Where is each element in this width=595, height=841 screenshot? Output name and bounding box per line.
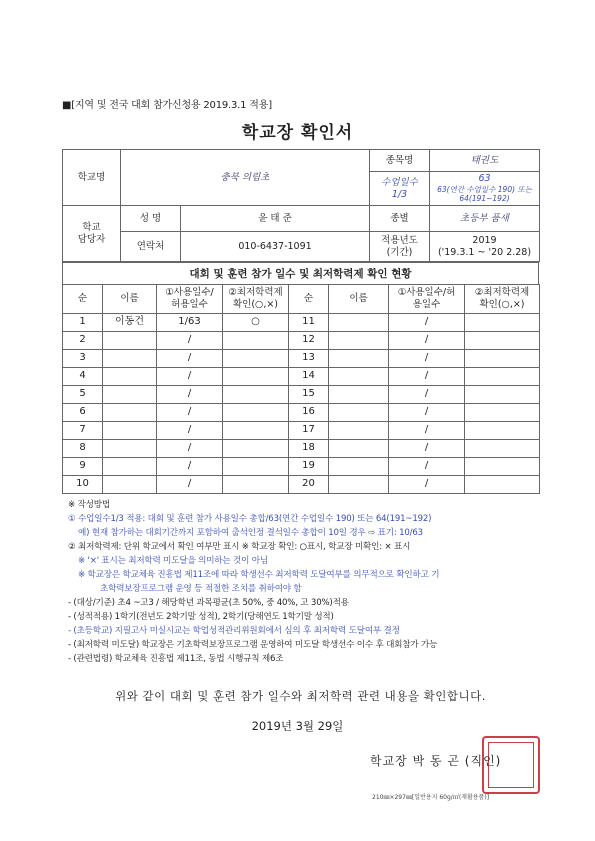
year-label [370,232,430,262]
col-no: 순 [63,285,103,314]
row-name-right [329,386,389,404]
note-line-5: - (대상/기준) 초4 ~고3 / 해당학년 과목평균(초 50%, 중 40%, 고 30%)적용 [68,598,349,608]
year-value-line2: ('19.3.1 ~ '20 2.28) [437,246,532,258]
note-line-8: - (최저학력 미도달) 학교장은 기초학력보장프로그램 운영하여 미도달 학생선수 이수 후 대회참가 가능 [68,640,438,650]
row-check [223,476,289,494]
row-no-right: 11 [289,314,329,332]
row-check-right [465,368,540,386]
days-value-line2: 63(연간 수업일수 190) 또는 64(191~192) [437,185,532,204]
row-days: / [157,386,223,404]
row-check-right [465,458,540,476]
row-check-right [465,350,540,368]
row-check-right [465,314,540,332]
row-check: ○ [223,314,289,332]
col-academic-right [465,285,540,314]
row-days-right: / [389,440,465,458]
year-value [430,232,540,262]
school-value: 충북 의림초 [121,150,370,206]
col-academic [223,285,289,314]
row-name [103,458,157,476]
row-days: / [157,422,223,440]
row-no-right: 14 [289,368,329,386]
table-row [63,404,540,422]
col-days-line2: 허용일수 [171,299,208,310]
note-line-9: - (관련법령) 학교체육 진흥법 제11조, 동법 시행규칙 제6조 [68,654,284,664]
col-days-right-line1: ①사용일수/허 [397,287,456,299]
row-days-right: / [389,386,465,404]
row-no: 6 [63,404,103,422]
manager-label-line1: 학교 [82,221,101,233]
col-name-right: 이름 [329,285,389,314]
issue-date: 2019년 3월 29일 [251,719,344,733]
row-name [103,350,157,368]
table-row [63,440,540,458]
category-value: 초등부 품새 [430,206,540,232]
row-check [223,350,289,368]
row-check-right [465,332,540,350]
row-no-right: 15 [289,386,329,404]
row-days: / [157,440,223,458]
contact-value: 010-6437-1091 [181,232,370,262]
row-check [223,386,289,404]
name-value: 윤 태 준 [181,206,370,232]
table-row [63,386,540,404]
notes-heading: ※ 작성방법 [68,500,110,510]
col-days-line1: ①사용일수/ [165,287,214,299]
table-row [63,332,540,350]
note-line-4b: 초학력보장프로그램 운영 등 적절한 조치를 취하여야 함 [100,584,302,594]
participation-table [62,284,540,494]
row-no-right: 20 [289,476,329,494]
row-name-right [329,314,389,332]
row-check-right [465,476,540,494]
row-days: / [157,476,223,494]
row-check-right [465,404,540,422]
year-label-line1: 적용년도 [381,234,418,246]
row-name [103,386,157,404]
col-days-right [389,285,465,314]
row-check [223,440,289,458]
row-no-right: 18 [289,440,329,458]
note-line-3: ※ '×' 표시는 최저학력 미도달을 의미하는 것이 아님 [78,556,268,566]
school-info-table [62,149,540,262]
row-days-right: / [389,332,465,350]
table-row [63,314,540,332]
row-no-right: 16 [289,404,329,422]
row-days-right: / [389,404,465,422]
row-name-right [329,476,389,494]
paper-spec: 210㎜×297㎜[일반용지 60g/㎡(재활용품)] [372,794,490,801]
row-days: 1/63 [157,314,223,332]
section-title: 대회 및 훈련 참가 일수 및 최저학력제 확인 현황 [62,262,539,284]
row-no-right: 19 [289,458,329,476]
row-no: 9 [63,458,103,476]
days-label-line1: 수업일수 [381,176,418,188]
row-name-right [329,458,389,476]
table-row [63,350,540,368]
note-line-6: - (성적적용) 1학기(전년도 2학기말 성적), 2학기(당해연도 1학기말 성적) [68,612,334,622]
table-row [63,476,540,494]
year-label-line2: (기간) [386,246,413,258]
row-no: 3 [63,350,103,368]
row-no: 5 [63,386,103,404]
col-no-right: 순 [289,285,329,314]
row-no-right: 17 [289,422,329,440]
col-academic-right-line1: ②최저학력제 [474,287,530,299]
row-name [103,404,157,422]
row-check [223,404,289,422]
row-days: / [157,404,223,422]
row-check-right [465,440,540,458]
row-name-right [329,404,389,422]
row-days: / [157,332,223,350]
row-days-right: / [389,458,465,476]
row-days: / [157,368,223,386]
note-line-7: - (초등학교) 지필고사 미실시교는 학업성적관리위원회에서 심의 후 최저학력 도달여부 결정 [68,626,400,636]
document-title: 학교장 확인서 [241,123,354,143]
row-check [223,368,289,386]
row-check [223,422,289,440]
row-no: 8 [63,440,103,458]
days-label-line2: 1/3 [391,188,408,200]
year-value-line1: 2019 [472,234,497,246]
row-check [223,458,289,476]
school-label: 학교명 [63,150,121,206]
col-academic-line2: 확인(○,×) [232,299,279,310]
contact-label: 연락처 [121,232,181,262]
days-value [430,172,540,206]
row-days-right: / [389,350,465,368]
row-name-right [329,350,389,368]
row-name-right [329,422,389,440]
row-name [103,332,157,350]
row-check-right [465,422,540,440]
row-name-right [329,368,389,386]
row-no: 1 [63,314,103,332]
manager-label-line2: 담당자 [77,233,106,245]
row-no: 4 [63,368,103,386]
row-no: 2 [63,332,103,350]
row-days-right: / [389,368,465,386]
sport-value: 태권도 [430,150,540,172]
note-line-2: ② 최저학력제: 단위 학교에서 확인 여부만 표시 ※ 학교장 확인: ○표시, 학교장 미확인: × 표시 [68,542,411,552]
row-days: / [157,458,223,476]
row-name [103,422,157,440]
table-header-row [63,285,540,314]
principal-signature: 학교장 박 동 곤 (직인) [370,754,502,768]
table-row [63,458,540,476]
row-days: / [157,350,223,368]
note-line-4: ※ 학교장은 학교체육 진흥법 제11조에 따라 학생선수 최저학력 도달여부를 의무적으로 확인하고 기 [78,570,440,580]
table-row [63,368,540,386]
row-days-right: / [389,422,465,440]
row-name [103,440,157,458]
col-name: 이름 [103,285,157,314]
sport-label: 종목명 [370,150,430,172]
row-no-right: 12 [289,332,329,350]
row-no: 10 [63,476,103,494]
row-check-right [465,386,540,404]
row-name [103,368,157,386]
note-line-1: ① 수업일수1/3 적용: 대회 및 훈련 참가 사용일수 총합/63(연간 수업일수 190) 또는 64(191~192) [68,514,432,524]
row-name-right [329,332,389,350]
row-no-right: 13 [289,350,329,368]
confirmation-statement: 위와 같이 대회 및 훈련 참가 일수와 최저학력 관련 내용을 확인합니다. [115,689,486,703]
col-days [157,285,223,314]
table-row [63,422,540,440]
instructions [68,498,538,666]
col-academic-line1: ②최저학력제 [228,287,283,299]
row-name-right [329,440,389,458]
days-value-line1: 63 [478,173,491,185]
row-no: 7 [63,422,103,440]
note-line-1b: 예) 현재 참가하는 대회기간까지 포함하여 출석인정 결석일수 총합이 10일 경우 ⇨ 표기: 10/63 [78,528,423,538]
category-label: 종별 [370,206,430,232]
row-days-right: / [389,314,465,332]
days-label [370,172,430,206]
document-tagline: ■[지역 및 전국 대회 참가신청용 2019.3.1 적용] [62,100,272,111]
row-check [223,332,289,350]
row-days-right: / [389,476,465,494]
row-name [103,476,157,494]
manager-label [63,206,121,262]
name-label: 성 명 [121,206,181,232]
row-name: 이동건 [103,314,157,332]
col-academic-right-line2: 확인(○,×) [479,299,525,310]
col-days-right-line2: 용일수 [412,299,441,310]
